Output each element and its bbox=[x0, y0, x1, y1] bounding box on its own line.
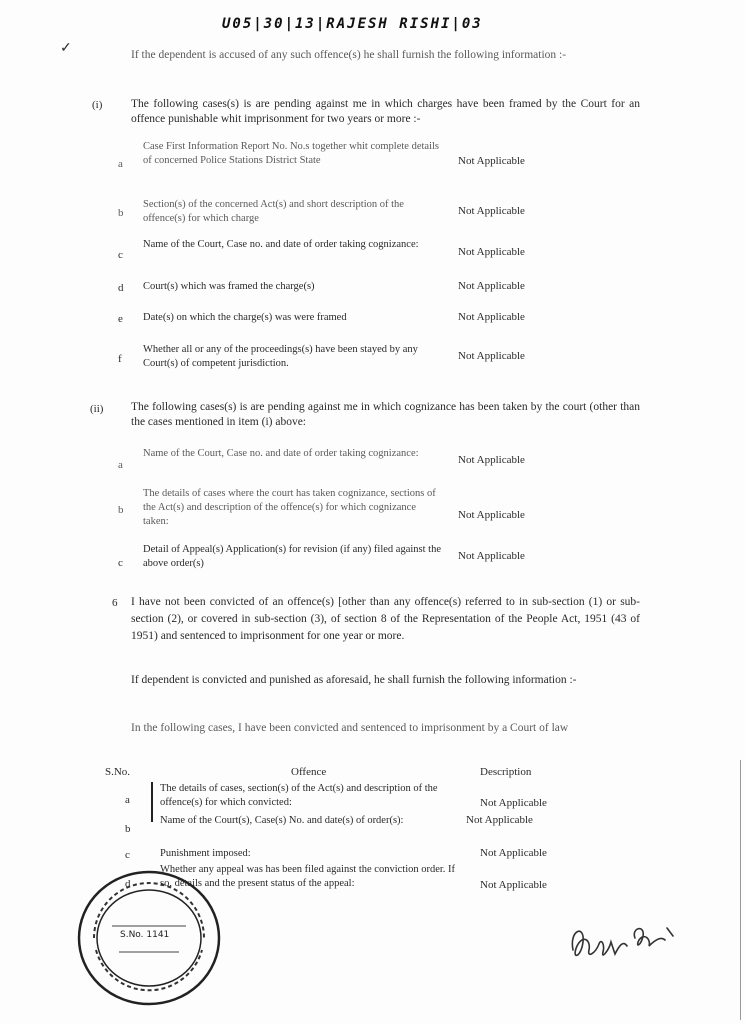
para-6-text: I have not been convicted of an offence(s) [other than any offence(s) referred to in sub-section (1) or sub-section (2), or covered in sub-section (3), of section 8 of the Representation of the People Act, 1951 (43 of 1951) and sentenced to imprisonment for one year or more. bbox=[131, 596, 640, 642]
item-letter: a bbox=[118, 158, 123, 170]
intro-text: If the dependent is accused of any such offence(s) he shall furnish the following information :- bbox=[131, 49, 567, 61]
item-text: Court(s) which was framed the charge(s) bbox=[143, 281, 315, 292]
item-letter: b bbox=[118, 504, 124, 516]
item-value: Not Applicable bbox=[458, 550, 525, 562]
table-header-description: Description bbox=[480, 766, 532, 778]
table-row-offence: Punishment imposed: bbox=[160, 848, 251, 859]
item-text: Section(s) of the concerned Act(s) and short description of the offence(s) for which charge bbox=[143, 199, 404, 224]
section-ii-text: The following cases(s) is are pending against me in which cognizance has been taken by the court (other than the cases mentioned in item (i) above: bbox=[131, 401, 640, 428]
item-text: The details of cases where the court has taken cognizance, sections of the Act(s) and description of the offence(s) for which cognizance taken: bbox=[143, 488, 436, 527]
table-row-value: Not Applicable bbox=[466, 814, 533, 826]
official-stamp bbox=[74, 868, 224, 1008]
para-6-number: 6 bbox=[112, 597, 118, 609]
stamp-text: S.No. 1141 bbox=[120, 930, 170, 940]
item-letter: a bbox=[118, 459, 123, 471]
table-row-offence: Name of the Court(s), Case(s) No. and date(s) of order(s): bbox=[160, 815, 404, 826]
item-value: Not Applicable bbox=[458, 155, 525, 167]
table-row-offence: The details of cases, section(s) of the Act(s) and description of the offence(s) for which convicted: bbox=[160, 783, 438, 808]
table-row-sno: c bbox=[125, 849, 130, 861]
table-header-offence: Offence bbox=[291, 766, 327, 778]
handwritten-reference: U05|30|13|RAJESH RISHI|03 bbox=[222, 16, 483, 32]
item-value: Not Applicable bbox=[458, 311, 525, 323]
item-value: Not Applicable bbox=[458, 509, 525, 521]
item-letter: c bbox=[118, 249, 123, 261]
item-value: Not Applicable bbox=[458, 350, 525, 362]
table-row-value: Not Applicable bbox=[480, 879, 547, 891]
column-divider bbox=[151, 782, 153, 822]
item-value: Not Applicable bbox=[458, 454, 525, 466]
section-i-text: The following cases(s) is are pending against me in which charges have been framed by the Court for an offence punishable whit imprisonment for two years or more :- bbox=[131, 98, 640, 125]
following-cases-text: In the following cases, I have been convicted and sentenced to imprisonment by a Court of law bbox=[131, 722, 569, 734]
item-letter: d bbox=[118, 282, 124, 294]
column-divider bbox=[740, 760, 741, 1020]
item-letter: b bbox=[118, 207, 124, 219]
item-text: Date(s) on which the charge(s) was were framed bbox=[143, 312, 347, 323]
margin-mark: ✓ bbox=[60, 41, 72, 56]
signature-scribble-icon bbox=[565, 910, 685, 970]
item-text: Name of the Court, Case no. and date of order taking cognizance: bbox=[143, 448, 419, 459]
table-row-sno: a bbox=[125, 794, 130, 806]
item-text: Detail of Appeal(s) Application(s) for revision (if any) filed against the above order(s) bbox=[143, 544, 441, 569]
signature bbox=[565, 910, 685, 970]
item-value: Not Applicable bbox=[458, 280, 525, 292]
table-row-value: Not Applicable bbox=[480, 847, 547, 859]
item-text: Name of the Court, Case no. and date of order taking cognizance: bbox=[143, 239, 419, 250]
convicted-intro: If dependent is convicted and punished as aforesaid, he shall furnish the following information :- bbox=[131, 674, 577, 686]
item-value: Not Applicable bbox=[458, 246, 525, 258]
item-text: Whether all or any of the proceedings(s) have been stayed by any Court(s) of competent jurisdiction. bbox=[143, 344, 418, 369]
section-ii-number: (ii) bbox=[90, 403, 104, 415]
table-row-value: Not Applicable bbox=[480, 797, 547, 809]
item-letter: e bbox=[118, 313, 123, 325]
item-text: Case First Information Report No. No.s together whit complete details of concerned Police Stations District State bbox=[143, 141, 439, 166]
table-header-sno: S.No. bbox=[105, 766, 131, 778]
item-value: Not Applicable bbox=[458, 205, 525, 217]
table-row-sno: d bbox=[125, 878, 131, 890]
item-letter: f bbox=[118, 353, 122, 365]
table-row-offence: Whether any appeal was has been filed against the conviction order. If so, details and the present status of the appeal: bbox=[160, 864, 456, 889]
item-letter: c bbox=[118, 557, 123, 569]
section-i-number: (i) bbox=[92, 99, 103, 111]
table-row-sno: b bbox=[125, 823, 131, 835]
